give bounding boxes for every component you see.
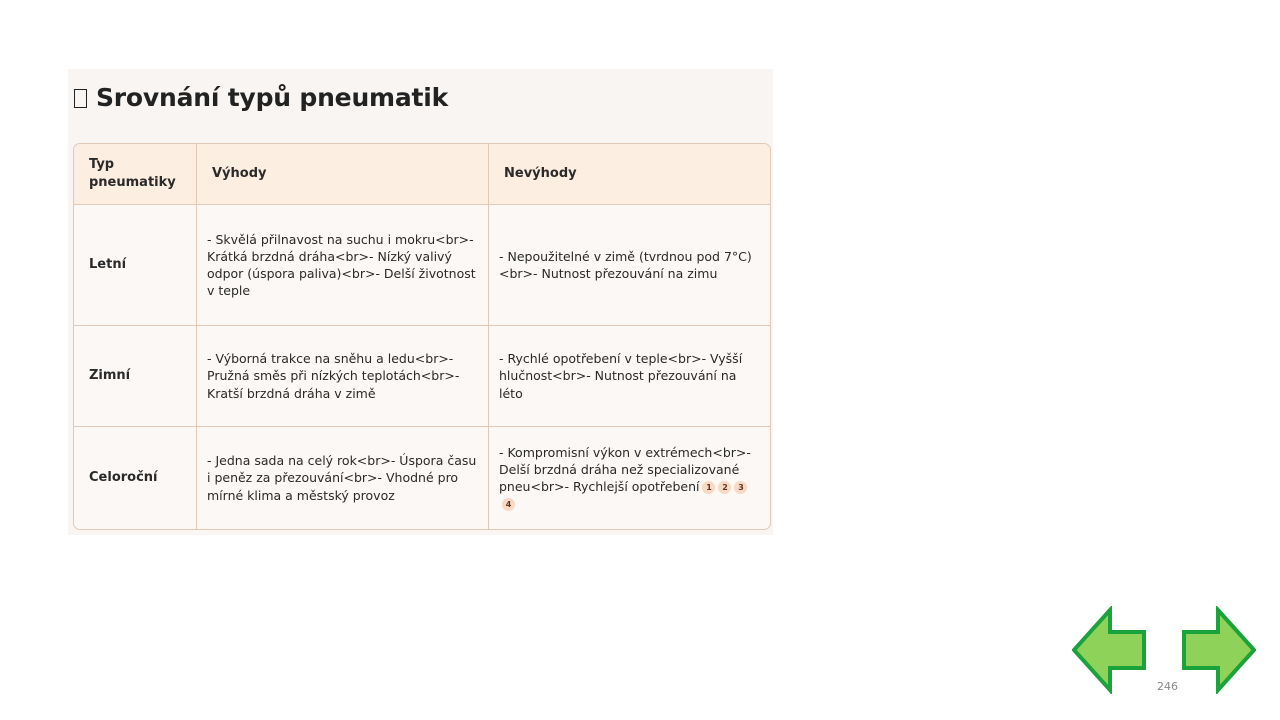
prev-slide-button[interactable] <box>1072 606 1152 694</box>
slide-title <box>74 83 448 112</box>
table-row <box>74 427 770 529</box>
row-cons <box>489 427 770 529</box>
arrow-right-icon <box>1176 606 1256 694</box>
comparison-table <box>73 143 771 530</box>
next-slide-button[interactable] <box>1176 606 1256 694</box>
row-type: Zimní <box>74 326 197 427</box>
page-number: 246 <box>1157 680 1178 693</box>
row-pros: - Jedna sada na celý rok<br>- Úspora času i peněz za přezouvání<br>- Vhodné pro mírné klima a městský provoz <box>197 427 489 529</box>
citation-badge[interactable]: 3 <box>734 481 747 494</box>
row-type: Celoroční <box>74 427 197 529</box>
header-type: Typ pneumatiky <box>74 144 197 205</box>
row-pros: - Skvělá přilnavost na suchu i mokru<br>- Krátká brzdná dráha<br>- Nízký valivý odpor (úspora paliva)<br>- Delší životnost v teple <box>197 205 489 326</box>
citation-badge[interactable]: 1 <box>702 481 715 494</box>
row-cons: - Nepoužitelné v zimě (tvrdnou pod 7°C)<br>- Nutnost přezouvání na zimu <box>489 205 770 326</box>
table-header-row <box>74 144 770 205</box>
citation-badge[interactable]: 4 <box>502 498 515 511</box>
citation-badge[interactable]: 2 <box>718 481 731 494</box>
row-pros: - Výborná trakce na sněhu a ledu<br>- Pružná směs při nízkých teplotách<br>- Kratší brzdná dráha v zimě <box>197 326 489 427</box>
arrow-left-icon <box>1072 606 1152 694</box>
table-row <box>74 205 770 326</box>
content-card <box>68 69 773 535</box>
row-cons-text: - Kompromisní výkon v extrémech<br>- Delší brzdná dráha než specializované pneu<br>- Rychlejší opotřebení <box>499 444 751 494</box>
arrow-left-shape <box>1074 610 1144 690</box>
row-type: Letní <box>74 205 197 326</box>
arrow-right-shape <box>1184 610 1254 690</box>
slide-title-text: Srovnání typů pneumatik <box>96 83 449 112</box>
header-cons: Nevýhody <box>489 144 770 205</box>
missing-glyph-icon <box>74 89 87 108</box>
row-cons: - Rychlé opotřebení v teple<br>- Vyšší hlučnost<br>- Nutnost přezouvání na léto <box>489 326 770 427</box>
header-pros: Výhody <box>197 144 489 205</box>
table-row <box>74 326 770 427</box>
